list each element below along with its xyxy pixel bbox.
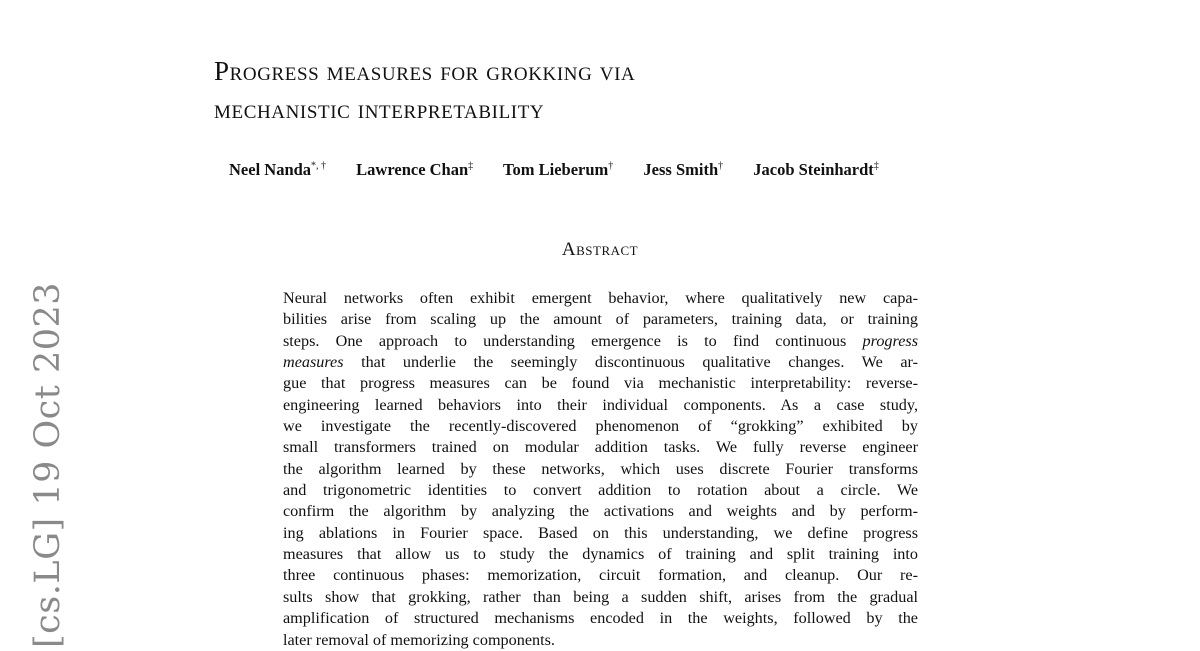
author (356, 160, 473, 179)
abstract-line (283, 501, 918, 522)
abstract-text: steps. One approach to understanding emergence is to find continuous (283, 331, 863, 350)
abstract-line (283, 395, 918, 416)
author-name: Neel Nanda (229, 160, 312, 179)
abstract-line (283, 437, 918, 458)
abstract-line (283, 331, 918, 352)
abstract-text: we investigate the recently-discovered phenomenon of “grokking” exhibited by (283, 417, 918, 436)
abstract-line (283, 523, 918, 544)
abstract-text: gue that progress measures can be found via mechanistic interpretability: reverse- (283, 374, 918, 393)
abstract-text: Neural networks often exhibit emergent behavior, where qualitatively new capa- (283, 289, 918, 307)
author (753, 160, 879, 179)
abstract-line (283, 544, 918, 565)
abstract-italic-text: progress (862, 331, 918, 350)
abstract-text: and trigonometric identities to convert addition to rotation about a circle. We (283, 481, 918, 500)
affiliation-mark: *, † (311, 160, 327, 172)
abstract-line (283, 416, 918, 437)
abstract-line (283, 352, 918, 373)
abstract-line (283, 288, 918, 309)
author-name: Lawrence Chan (356, 160, 469, 179)
author-name: Tom Lieberum (503, 160, 609, 179)
affiliation-mark: † (608, 160, 614, 172)
author-name: Jess Smith (643, 160, 719, 179)
author (643, 160, 723, 179)
abstract-line (283, 587, 918, 608)
abstract-line (283, 565, 918, 586)
abstract-text: later removal of memorizing components. (283, 630, 555, 649)
author (503, 160, 613, 179)
abstract-line (283, 480, 918, 501)
title-line-1: Progress measures for grokking via (214, 56, 636, 86)
abstract-line (283, 373, 918, 394)
abstract-text: the algorithm learned by these networks, which uses discrete Fourier transforms (283, 459, 918, 478)
abstract-text: measures (283, 353, 344, 372)
abstract-text: bilities arise from scaling up the amount of parameters, training data, or training (283, 310, 918, 329)
abstract-text: small transformers trained on modular addition tasks. We fully reverse engineer (283, 438, 918, 457)
title-line-2: mechanistic interpretability (214, 94, 545, 124)
affiliation-mark: ‡ (468, 160, 474, 172)
abstract-line (283, 309, 918, 330)
abstract-heading: Abstract (561, 239, 639, 260)
author (229, 160, 326, 179)
author-name: Jacob Steinhardt (753, 160, 874, 179)
abstract-text: three continuous phases: memorization, circuit formation, and cleanup. Our re- (283, 566, 918, 585)
abstract-text: measures that allow us to study the dynamics of training and split training into (283, 545, 918, 564)
abstract-text: that underlie the seemingly discontinuous qualitative changes. We ar- (343, 353, 918, 372)
abstract-text: sults show that grokking, rather than being a sudden shift, arises from the gradual (283, 587, 918, 606)
affiliation-mark: † (718, 160, 724, 172)
affiliation-mark: ‡ (873, 160, 879, 172)
abstract-body (283, 288, 918, 651)
abstract-text: ing ablations in Fourier space. Based on this understanding, we define progress (283, 523, 918, 542)
abstract-line (283, 459, 918, 480)
abstract-text: confirm the algorithm by analyzing the activations and weights and by perform- (283, 502, 918, 521)
paper-title (214, 52, 635, 128)
abstract-text: engineering learned behaviors into their individual components. As a case study, (283, 395, 918, 414)
abstract-line (283, 608, 918, 629)
abstract-text: amplification of structured mechanisms encoded in the weights, followed by the (283, 609, 918, 628)
arxiv-sidebar-stamp: [cs.LG] 19 Oct 2023 (28, 281, 68, 648)
author-list (229, 160, 905, 180)
